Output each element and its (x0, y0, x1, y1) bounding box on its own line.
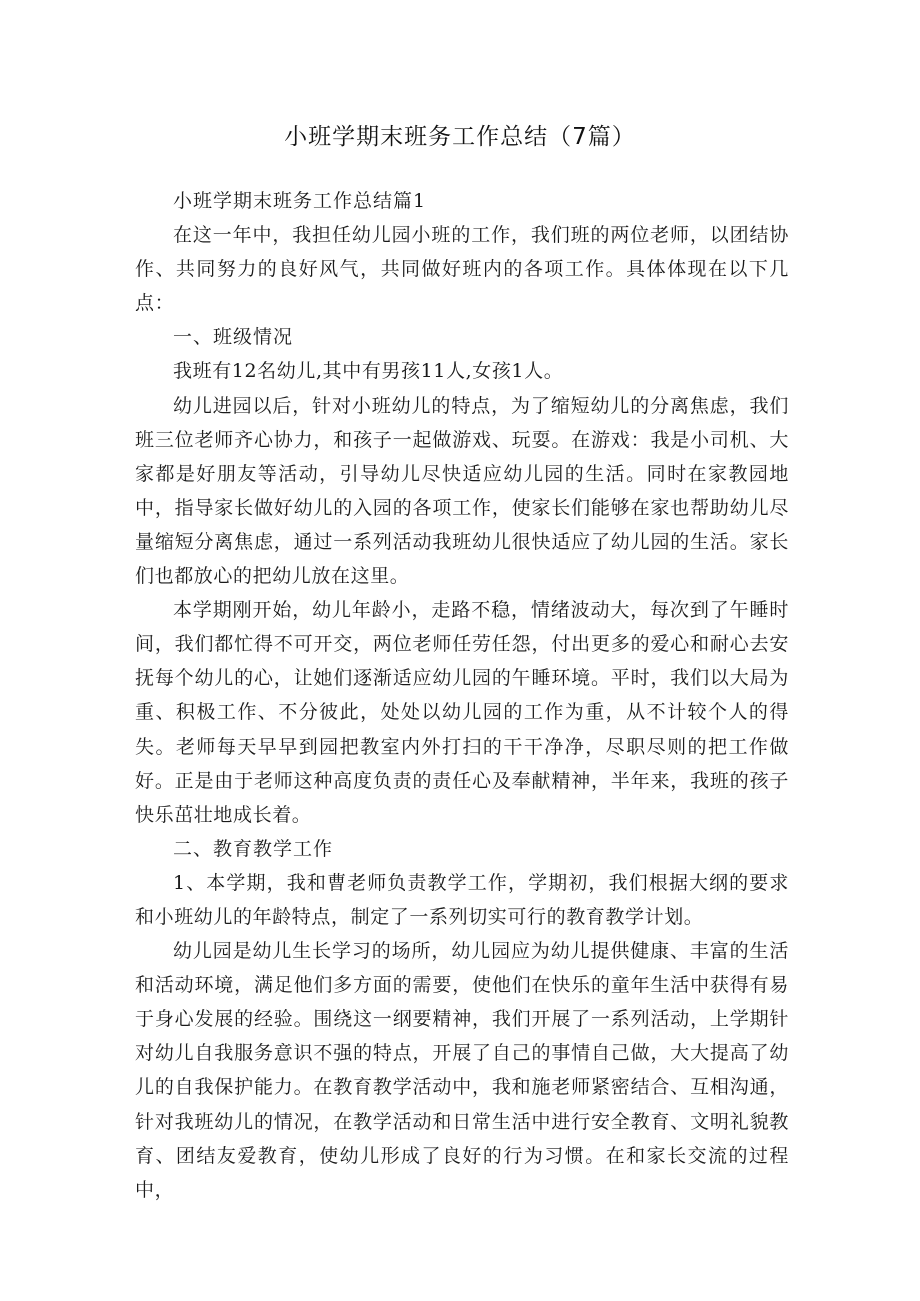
body-paragraph: 1、本学期，我和曹老师负责教学工作，学期初，我们根据大纲的要求和小班幼儿的年龄特点，制定了一系列切实可行的教育教学计划。 (135, 871, 789, 928)
section-heading-class-situation: 一、班级情况 (173, 326, 294, 349)
section-heading-teaching-work: 二、教育教学工作 (173, 837, 334, 860)
body-paragraph: 本学期刚开始，幼儿年龄小，走路不稳，情绪波动大，每次到了午睡时间，我们都忙得不可开交，两位老师任劳任怨，付出更多的爱心和耐心去安抚每个幼儿的心，让她们逐渐适应幼儿园的午睡环境。平时，我们以大局为重、积极工作、不分彼此，处处以幼儿园的工作为重，从不计较个人的得失。老师每天早早到园把教室内外打扫的干干净净，尽职尽则的把工作做好。正是由于老师这种高度负责的责任心及奉献精神，半年来，我班的孩子快乐茁壮地成长着。 (135, 599, 789, 826)
document-title: 小班学期末班务工作总结（7篇） (284, 124, 636, 150)
intro-paragraph: 在这一年中，我担任幼儿园小班的工作，我们班的两位老师，以团结协作、共同努力的良好风气，共同做好班内的各项工作。具体体现在以下几点： (135, 224, 789, 315)
body-paragraph: 我班有12名幼儿,其中有男孩11人,女孩1人。 (173, 360, 564, 383)
body-paragraph: 幼儿园是幼儿生长学习的场所，幼儿园应为幼儿提供健康、丰富的生活和活动环境，满足他们多方面的需要，使他们在快乐的童年生活中获得有易于身心发展的经验。围绕这一纲要精神，我们开展了一系列活动，上学期针对幼儿自我服务意识不强的特点，开展了自己的事情自己做，大大提高了幼儿的自我保护能力。在教育教学活动中，我和施老师紧密结合、互相沟通，针对我班幼儿的情况，在教学活动和日常生活中进行安全教育、文明礼貌教育、团结友爱教育，使幼儿形成了良好的行为习惯。在和家长交流的过程中， (135, 940, 789, 1201)
document-body (135, 184, 789, 1207)
section-subtitle: 小班学期末班务工作总结篇1 (173, 190, 427, 212)
body-paragraph: 幼儿进园以后，针对小班幼儿的特点，为了缩短幼儿的分离焦虑，我们班三位老师齐心协力，和孩子一起做游戏、玩耍。在游戏：我是小司机、大家都是好朋友等活动，引导幼儿尽快适应幼儿园的生活。同时在家教园地中，指导家长做好幼儿的入园的各项工作，使家长们能够在家也帮助幼儿尽量缩短分离焦虑，通过一系列活动我班幼儿很快适应了幼儿园的生活。家长们也都放心的把幼儿放在这里。 (135, 394, 789, 588)
